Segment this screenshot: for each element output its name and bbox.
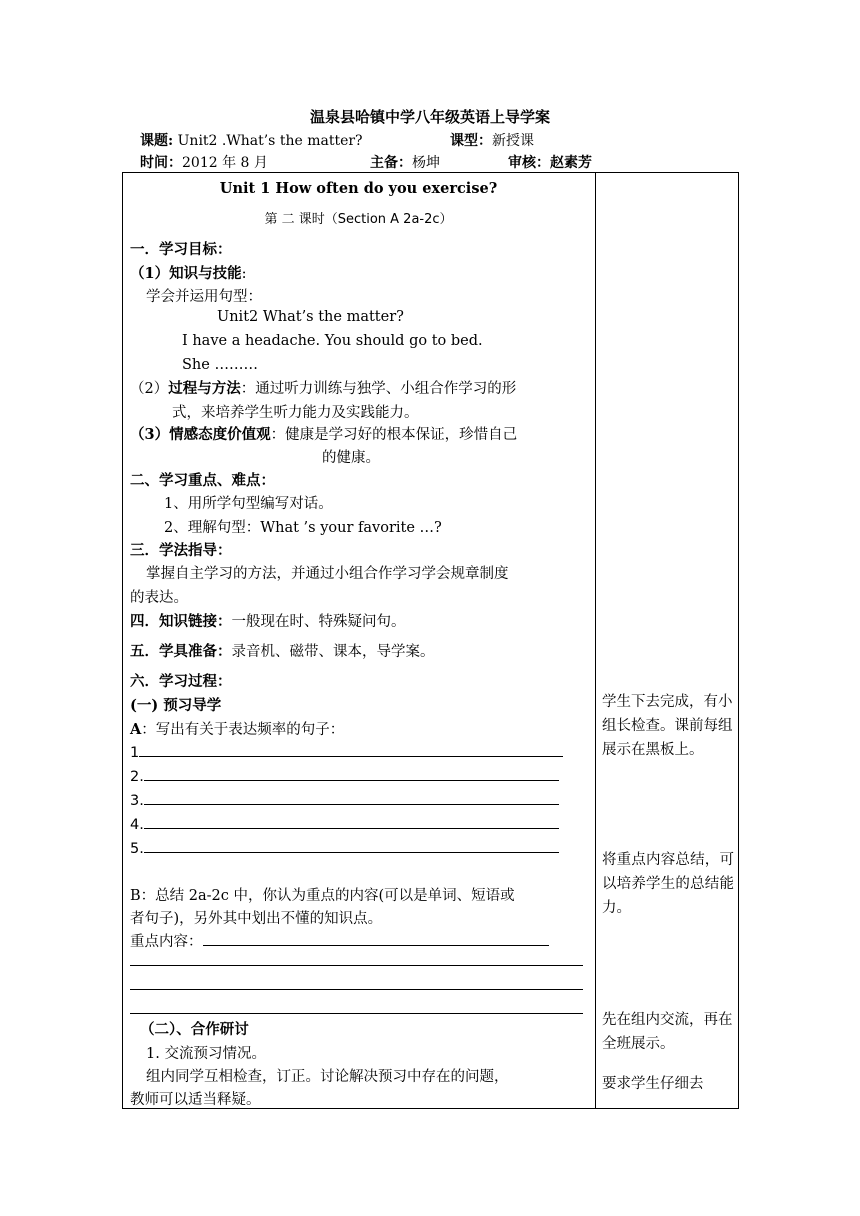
cooperation-step-1: 1. 交流预习情况。 xyxy=(146,1046,266,1062)
topic-value: Unit2 .What’s the matter? xyxy=(177,133,363,149)
key-content-line-2[interactable] xyxy=(130,989,583,990)
time-label: 时间： xyxy=(140,155,182,171)
task-a-label: A xyxy=(130,721,142,738)
answer-line-1-blank[interactable] xyxy=(139,742,563,757)
topic-label: 课题: xyxy=(140,133,174,149)
lesson-title: 第 二 课时（Section A 2a-2c） xyxy=(264,212,453,227)
reviewer-label: 审核： xyxy=(508,155,550,171)
goal-process xyxy=(130,377,516,398)
goal-1-text: 学会并运用句型： xyxy=(146,289,262,305)
sentence-1: Unit2 What’s the matter? xyxy=(217,309,404,325)
answer-line-2[interactable] xyxy=(130,766,559,785)
column-divider xyxy=(595,172,596,1109)
topic-row xyxy=(140,130,363,150)
answer-line-4-blank[interactable] xyxy=(144,814,559,829)
cooperation-text-1: 组内同学互相检查，订正。讨论解决预习中存在的问题， xyxy=(146,1069,509,1085)
answer-line-3-number: 3. xyxy=(130,793,144,809)
answer-line-3[interactable] xyxy=(130,790,559,809)
goal-2-cont: 式，来培养学生听力能力及实践能力。 xyxy=(172,405,419,421)
time-row xyxy=(140,152,268,172)
goal-2-text: ：通过听力训练与独学、小组合作学习的形 xyxy=(240,381,517,397)
key-content[interactable] xyxy=(130,930,549,951)
answer-line-1[interactable] xyxy=(130,742,563,761)
note-summary: 将重点内容总结，可以培养学生的总结能力。 xyxy=(602,852,734,916)
cooperation-text-2: 教师可以适当释疑。 xyxy=(130,1092,261,1108)
task-a-text: ：写出有关于表达频率的句子： xyxy=(141,722,345,738)
section-key-points: 二、学习重点、难点： xyxy=(130,472,275,489)
goal-3-cont: 的健康。 xyxy=(322,450,380,466)
goal-3-label: 情感态度价值观 xyxy=(169,426,271,443)
note-exchange: 先在组内交流，再在全班展示。 xyxy=(602,1012,733,1052)
key-content-line-1[interactable] xyxy=(130,965,583,966)
answer-line-2-number: 2. xyxy=(130,769,144,785)
answer-line-5-number: 5. xyxy=(130,841,144,857)
goal-2-label: 过程与方法 xyxy=(168,380,241,397)
answer-line-5-blank[interactable] xyxy=(144,838,559,853)
section-links xyxy=(130,610,406,631)
preview-heading: (一) 预习导学 xyxy=(130,697,222,714)
section-method: 三．学法指导： xyxy=(130,542,232,559)
answer-line-2-blank[interactable] xyxy=(144,766,559,781)
key-point-2: 2、理解句型：What ’s your favorite …? xyxy=(164,520,442,536)
goal-2-prefix: （2） xyxy=(130,381,169,397)
goal-knowledge xyxy=(130,262,246,283)
key-content-blank[interactable] xyxy=(203,931,549,946)
cooperation-heading: （二）、合作研讨 xyxy=(140,1021,249,1038)
key-point-1: 1、用所学句型编写对话。 xyxy=(164,496,333,512)
answer-line-4-number: 4. xyxy=(130,817,144,833)
sentence-2: I have a headache. You should go to bed. xyxy=(182,333,483,349)
links-label: 四．知识链接： xyxy=(130,613,232,630)
goal-3-text: ：健康是学习好的根本保证，珍惜自己 xyxy=(270,427,518,443)
answer-line-3-blank[interactable] xyxy=(144,790,559,805)
section-tools xyxy=(130,640,435,661)
task-a xyxy=(130,718,344,739)
reviewer-row xyxy=(508,152,592,172)
goal-1-label: 知识与技能 xyxy=(169,265,242,282)
goal-attitude xyxy=(130,423,517,444)
answer-line-5[interactable] xyxy=(130,838,559,857)
page-title: 温泉县哈镇中学八年级英语上导学案 xyxy=(309,108,550,126)
note-preview: 学生下去完成，有小组长检查。课前每组展示在黑板上。 xyxy=(602,694,733,758)
method-text-1: 掌握自主学习的方法，并通过小组合作学习学会规章制度 xyxy=(146,566,509,582)
type-value: 新授课 xyxy=(492,133,534,149)
key-content-line-3[interactable] xyxy=(130,1013,583,1014)
section-goals: 一．学习目标： xyxy=(130,241,232,258)
time-value: 2012 年 8 月 xyxy=(182,155,268,171)
tools-text: 录音机、磁带、课本，导学案。 xyxy=(231,644,435,660)
author-label: 主备： xyxy=(370,155,412,171)
type-row xyxy=(450,130,534,150)
sentence-3: She ……… xyxy=(182,357,258,373)
section-process: 六．学习过程： xyxy=(130,673,232,690)
answer-line-4[interactable] xyxy=(130,814,559,833)
goal-1-prefix: （1） xyxy=(130,265,170,282)
method-text-2: 的表达。 xyxy=(130,590,188,606)
goal-1-suffix: : xyxy=(241,266,247,282)
type-label: 课型： xyxy=(450,133,492,149)
task-b-line-1: B：总结 2a-2c 中，你认为重点的内容(可以是单词、短语或 xyxy=(130,888,515,904)
author-value: 杨坤 xyxy=(412,155,440,171)
links-text: 一般现在时、特殊疑问句。 xyxy=(231,614,406,630)
goal-3-prefix: （3） xyxy=(130,426,170,443)
task-b-line-2: 者句子)，另外其中划出不懂的知识点。 xyxy=(130,911,383,927)
note-requirement: 要求学生仔细去 xyxy=(602,1076,704,1092)
unit-title: Unit 1 How often do you exercise? xyxy=(219,180,498,197)
reviewer-value: 赵素芳 xyxy=(550,155,592,171)
author-row xyxy=(370,152,440,172)
tools-label: 五．学具准备： xyxy=(130,643,232,660)
answer-line-1-number: 1 xyxy=(130,745,140,761)
key-content-label: 重点内容： xyxy=(130,934,203,950)
